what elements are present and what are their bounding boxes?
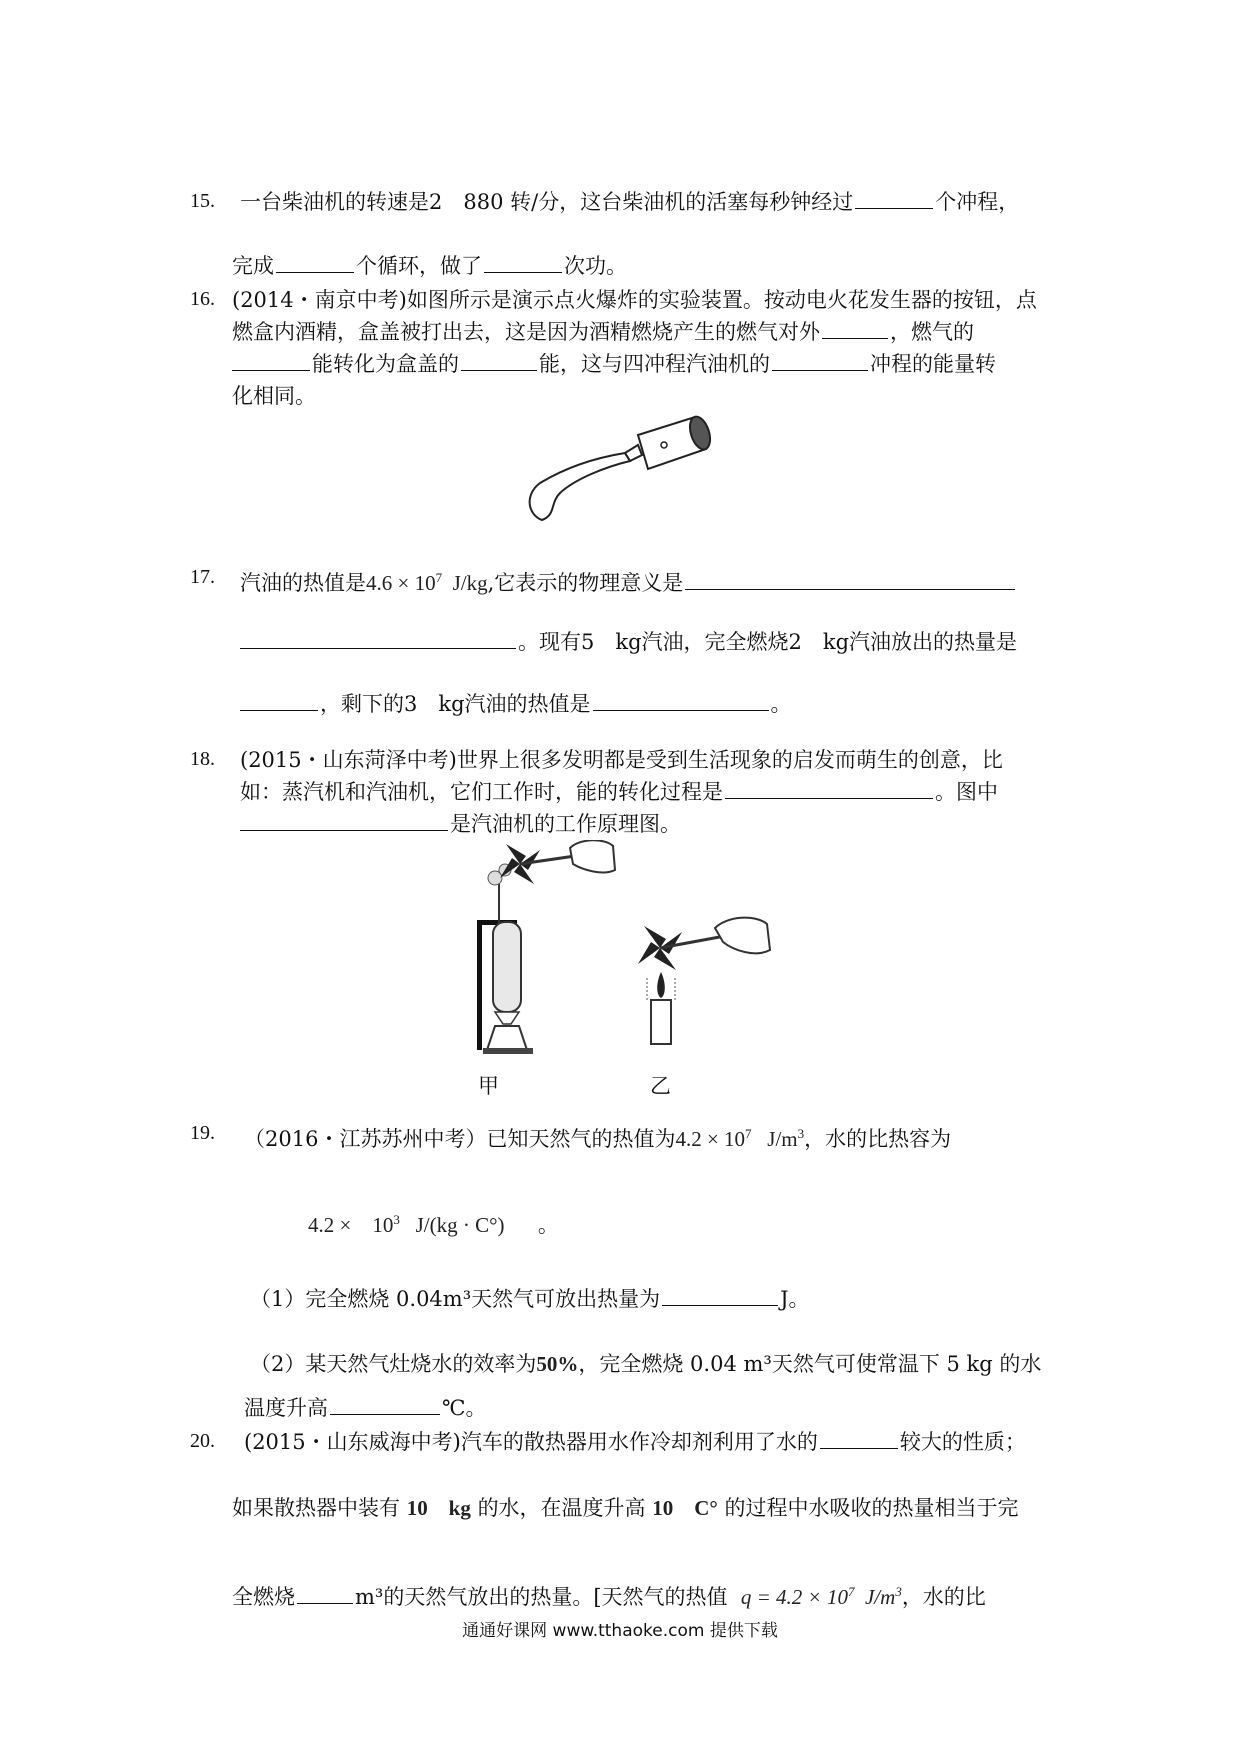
- q19-text: ℃。: [442, 1396, 487, 1420]
- q20-text: m³的天然气放出的热量。[天然气的热值: [355, 1585, 728, 1609]
- page-footer: 通通好课网 www.tthaoke.com 提供下载: [462, 1621, 778, 1641]
- q20-mass: 10 kg: [406, 1496, 471, 1520]
- q16-blank-1[interactable]: [822, 318, 888, 339]
- q18-text: 如：蒸汽机和汽油机，它们工作时，能的转化过程是: [240, 780, 723, 804]
- q19-blank-heat[interactable]: [662, 1285, 778, 1306]
- q15-line-2: [232, 252, 627, 280]
- q16-line-4: 化相同。: [232, 384, 316, 408]
- q19-text: （2）某天然气灶烧水的效率为: [250, 1352, 537, 1376]
- figure-yi-candle-pinwheel: [615, 910, 785, 1045]
- q19-text: J。: [780, 1287, 810, 1311]
- q17-blank-meaning[interactable]: [685, 569, 1015, 590]
- q17-line-1: [240, 564, 1017, 597]
- q20-text: 全燃烧: [232, 1585, 295, 1609]
- q17-text: 。现有5 kg汽油，完全燃烧2 kg汽油放出的热量是: [518, 630, 1018, 654]
- q15-text: 个冲程，: [935, 190, 1020, 214]
- q17-number: 17.: [190, 566, 215, 588]
- q20-blank-volume[interactable]: [297, 1583, 353, 1604]
- q19-efficiency: 50%: [536, 1352, 579, 1376]
- q16-blank-3[interactable]: [461, 350, 537, 371]
- figure-yi-label: 乙: [650, 1074, 671, 1098]
- q17-text: 。: [770, 692, 792, 716]
- q17-text: ,它表示的物理意义是: [487, 571, 684, 595]
- q19-part-1: [250, 1285, 810, 1313]
- q19-number: 19.: [190, 1122, 215, 1144]
- q19-part-2: [250, 1350, 1041, 1378]
- q17-blank-meaning-cont[interactable]: [240, 628, 516, 649]
- q17-blank-remaining[interactable]: [593, 690, 769, 711]
- q16-line-2: [232, 318, 974, 346]
- q18-text: 。图中: [935, 780, 998, 804]
- q15-blank-cycles[interactable]: [276, 252, 354, 273]
- q19-text: ，水的比热容为: [804, 1127, 952, 1151]
- q16-blank-2[interactable]: [232, 350, 310, 371]
- q17-text: 汽油的热值是: [240, 571, 366, 595]
- q17-line-2: [240, 628, 1017, 656]
- q15-line-1: [240, 188, 1019, 216]
- q15-text: 一台柴油机的转速是2 880 转/分，这台柴油机的活塞每秒钟经过: [240, 190, 854, 214]
- q16-blank-4[interactable]: [772, 350, 868, 371]
- q20-line-3: [232, 1578, 986, 1611]
- q15-text: 次功。: [564, 254, 627, 278]
- q18-blank-figure[interactable]: [240, 810, 448, 831]
- q19-specific-heat: 4.2 × $10^3$ J/(kg · C°): [308, 1212, 505, 1237]
- q20-text: 如果散热器中装有: [232, 1496, 400, 1520]
- q16-line-3: [232, 350, 996, 378]
- q16-text: 能，这与四冲程汽油机的: [539, 352, 770, 376]
- q18-line-2: [240, 778, 998, 806]
- q20-temp-rise: 10 C°: [652, 1496, 718, 1520]
- q17-heat-value: $4.6 \times 10^7$ J/kg: [366, 570, 488, 595]
- q19-text: 。: [537, 1213, 559, 1237]
- q16-line-1: (2014・南京中考)如图所示是演示点火爆炸的实验装置。按动电火花发生器的按钮，点: [232, 288, 1037, 312]
- q20-line-2: [232, 1494, 1019, 1522]
- q19-heat-value: $4.2 \times 10^7$ $J/m^3$: [675, 1126, 805, 1151]
- q18-text: 是汽油机的工作原理图。: [450, 812, 681, 836]
- figure-jia-label: 甲: [478, 1074, 499, 1098]
- q15-text: 个循环，做了: [356, 254, 482, 278]
- q18-blank-conversion[interactable]: [725, 778, 933, 799]
- q18-number: 18.: [190, 748, 215, 770]
- q20-number: 20.: [190, 1430, 215, 1452]
- q20-line-1: [244, 1428, 1026, 1456]
- q20-heat-value: $q = 4.2 \times 10^7$ $J/m^3$: [740, 1584, 902, 1609]
- q16-text: ，燃气的: [890, 320, 974, 344]
- q20-text: 较大的性质；: [899, 1430, 1026, 1454]
- q16-text: 冲程的能量转: [870, 352, 996, 376]
- q19-blank-temp[interactable]: [330, 1394, 440, 1415]
- q20-text: 的水，在温度升高: [477, 1496, 646, 1520]
- q17-blank-heat[interactable]: [240, 690, 318, 711]
- q15-number: 15.: [190, 190, 215, 212]
- q20-blank-property[interactable]: [820, 1428, 898, 1449]
- ignition-device-figure: [520, 415, 720, 530]
- q17-text: ，剩下的3 kg汽油的热值是: [320, 692, 591, 716]
- q16-number: 16.: [190, 288, 215, 310]
- q19-text: 温度升高: [244, 1396, 328, 1420]
- q18-line-3: [240, 810, 681, 838]
- q19-text: ，完全燃烧 0.04 m³天然气可使常温下 5 kg 的水: [578, 1352, 1042, 1376]
- q20-text: (2015・山东威海中考)汽车的散热器用水作冷却剂利用了水的: [244, 1430, 818, 1454]
- q19-line-1: [244, 1120, 951, 1153]
- q16-text: 能转化为盒盖的: [312, 352, 459, 376]
- q18-line-1: (2015・山东菏泽中考)世界上很多发明都是受到生活现象的启发而萌生的创意，比: [240, 748, 1003, 772]
- figure-jia-steam-pinwheel: [465, 840, 625, 1055]
- q20-text: 的过程中水吸收的热量相当于完: [724, 1496, 1019, 1520]
- q17-line-3: [240, 690, 792, 718]
- q15-blank-work[interactable]: [484, 252, 562, 273]
- q15-text: 完成: [232, 254, 274, 278]
- q19-text: （1）完全燃烧 0.04m³天然气可放出热量为: [250, 1287, 661, 1311]
- q20-text: ，水的比: [901, 1585, 986, 1609]
- q16-text: 燃盒内酒精，盒盖被打出去，这是因为酒精燃烧产生的燃气对外: [232, 320, 820, 344]
- q19-text: （2016・江苏苏州中考）已知天然气的热值为: [244, 1127, 676, 1151]
- q15-blank-strokes[interactable]: [855, 188, 933, 209]
- q19-line-2: [308, 1206, 559, 1239]
- q19-part-2-cont: [244, 1394, 487, 1422]
